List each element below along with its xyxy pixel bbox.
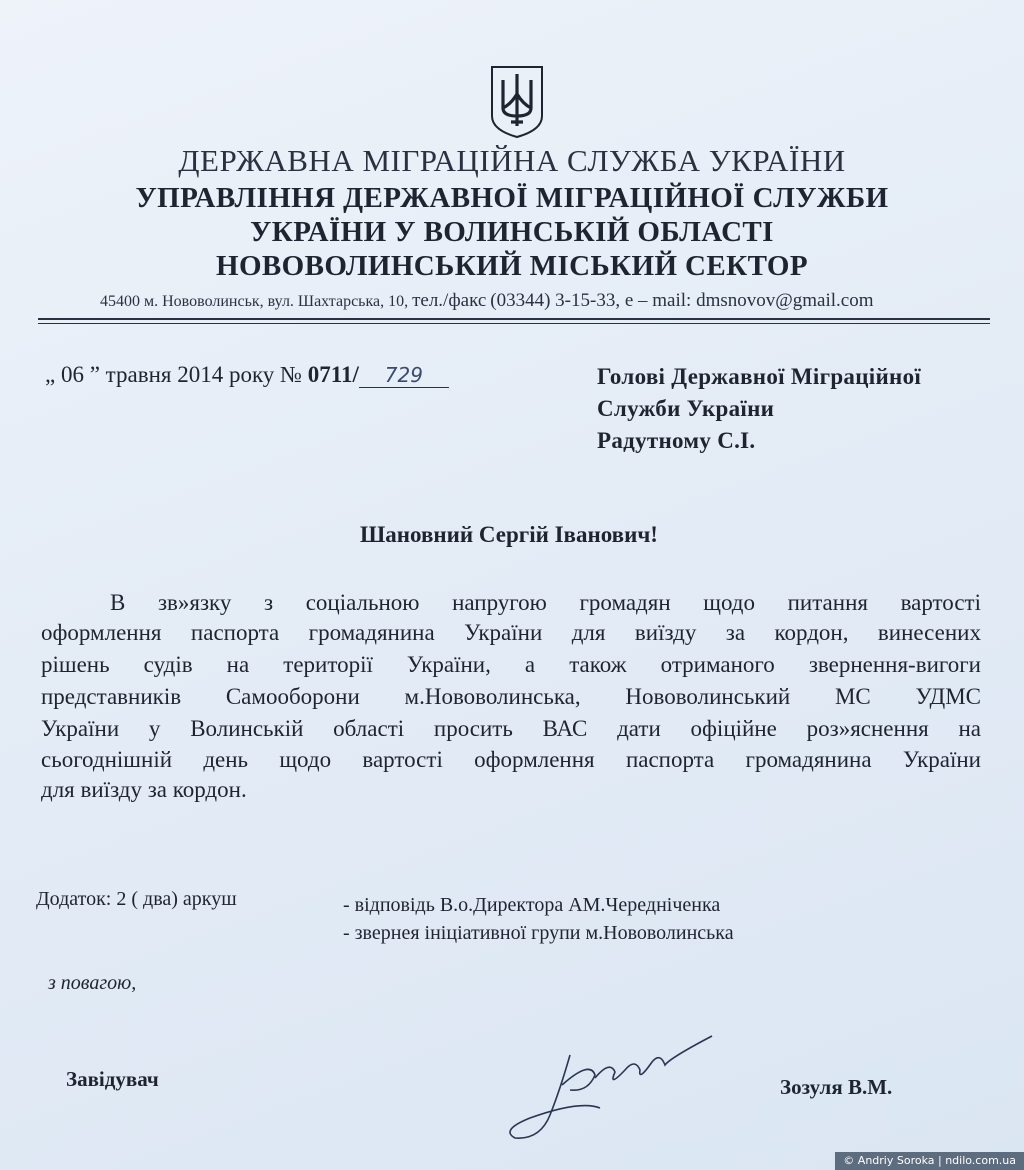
attachment-label: Додаток: 2 ( два) аркуш: [36, 888, 237, 910]
department-line-3: НОВОВОЛИНСЬКИЙ МІСЬКИЙ СЕКТОР: [215, 250, 808, 282]
body-line: сьогоднішній день щодо вартості оформлення паспорта громадянина України: [41, 747, 981, 772]
department-line-1: УПРАВЛІННЯ ДЕРЖАВНОЇ МІГРАЦІЙНОЇ СЛУЖБИ: [135, 182, 889, 214]
signer-title: Завідувач: [66, 1067, 159, 1091]
body-line: оформлення паспорта громадянина України для виїзду за кордон, винесених: [41, 620, 981, 645]
phone-label: тел./факс: [412, 290, 487, 311]
date: „ 06 ” травня 2014 року №: [45, 362, 308, 387]
address-line: [100, 290, 873, 312]
agency-name: ДЕРЖАВНА МІГРАЦІЙНА СЛУЖБА УКРАЇНИ: [178, 143, 846, 178]
addressee-line-2: Служби України: [597, 396, 775, 421]
addressee-line-3: Радутному С.І.: [597, 428, 756, 453]
signature-icon: [500, 1030, 720, 1145]
photo-credit: © Andriy Soroka | ndilo.com.ua: [835, 1152, 1024, 1170]
trident-emblem-icon: [489, 64, 545, 140]
address: 45400 м. Нововолинськ, вул. Шахтарська, 10,: [100, 293, 409, 310]
attachment-item: - відповідь В.о.Директора АМ.Чередніченка: [343, 894, 721, 916]
outgoing-number: 0711/: [307, 362, 359, 387]
date-number-line: [45, 362, 449, 388]
header-divider-thin: [38, 323, 990, 324]
signer-name: Зозуля В.М.: [780, 1075, 893, 1099]
body-line: представників Самооборони м.Нововолинська, Нововолинський МС УДМС: [41, 684, 981, 709]
greeting: Шановний Сергій Іванович!: [360, 522, 658, 547]
handwritten-number: 729: [359, 363, 449, 388]
closing: з повагою,: [48, 972, 137, 994]
addressee-line-1: Голові Державної Міграційної: [597, 364, 922, 389]
body-line: України у Волинській області просить ВАС дати офіційне роз»яснення на: [41, 716, 981, 741]
header-divider: [38, 318, 990, 320]
department-line-2: УКРАЇНИ У ВОЛИНСЬКІЙ ОБЛАСТІ: [250, 216, 774, 248]
contacts: (03344) 3-15-33, e – mail: dmsnovov@gmail.com: [490, 290, 874, 311]
body-line: В зв»язку з соціальною напругою громадян щодо питання вартості: [110, 590, 981, 615]
body-line: для виїзду за кордон.: [41, 777, 247, 802]
body-line: рішень судів на території України, а також отриманого звернення-вигоги: [41, 652, 981, 677]
attachment-item: - звернея ініціативної групи м.Нововолинська: [343, 922, 734, 944]
